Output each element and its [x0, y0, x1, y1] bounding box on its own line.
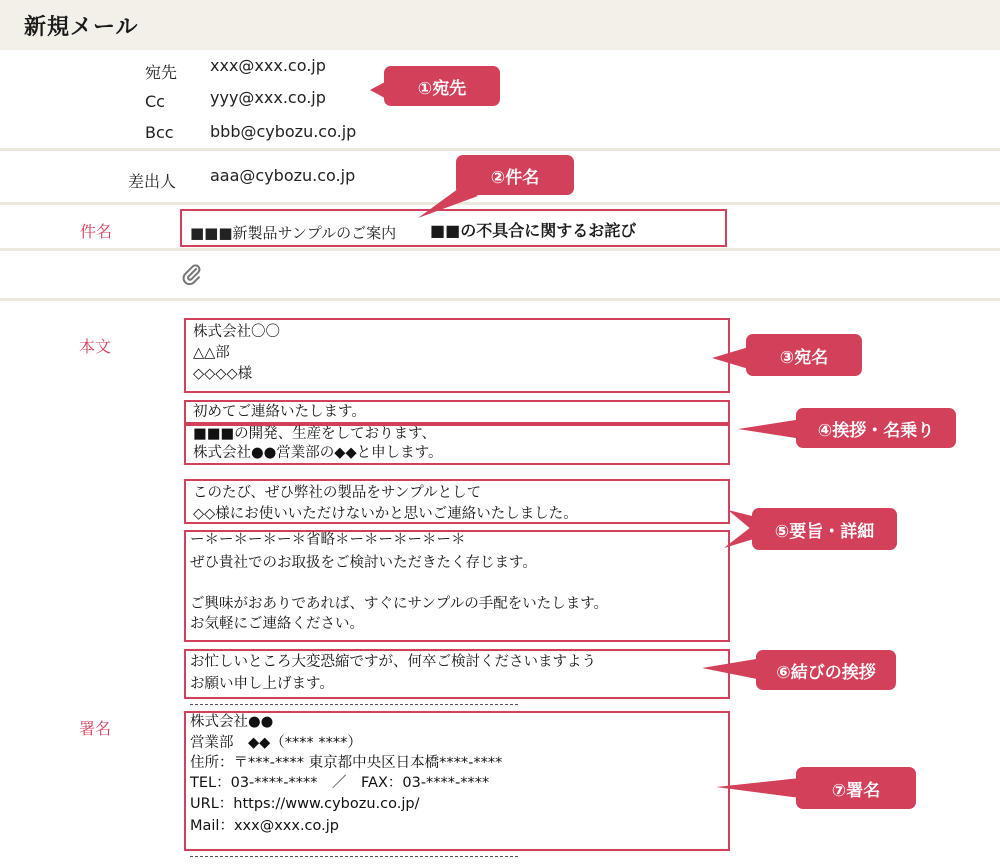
- closing-line: お願い申し上げます。: [190, 676, 334, 692]
- subject-label: 件名: [80, 222, 113, 241]
- from-field[interactable]: aaa@cybozu.co.jp: [210, 166, 356, 185]
- signature-line: 株式会社●●: [190, 714, 274, 730]
- callout-arrow-7: [716, 778, 800, 798]
- callout-greeting: ④挨拶・名乗り: [796, 408, 956, 448]
- subject-alt-value: ■■の不具合に関するお詫び: [430, 221, 637, 240]
- callout-arrow-4: [738, 419, 802, 439]
- subject-value: ■■■新製品サンプルのご案内: [190, 224, 397, 242]
- callout-closing: ⑥結びの挨拶: [756, 650, 896, 690]
- addressee-line: ◇◇◇◇様: [193, 366, 253, 382]
- purpose-line: このたび、ぜひ弊社の製品をサンプルとして: [193, 485, 482, 501]
- signature-line: 営業部 ◆◆（**** ****）: [190, 735, 362, 751]
- signature-line: URL：https://www.cybozu.co.jp/: [190, 796, 420, 812]
- signature-label: 署名: [79, 719, 112, 738]
- addressee-line: 株式会社〇〇: [193, 324, 280, 340]
- details-line: お気軽にご連絡ください。: [190, 616, 364, 632]
- to-label: 宛先: [145, 63, 178, 82]
- callout-purpose: ⑤要旨・詳細: [752, 508, 897, 550]
- callout-subject: ②件名: [456, 155, 574, 195]
- from-label: 差出人: [128, 172, 177, 191]
- addressee-line: △△部: [193, 345, 230, 361]
- purpose-line: ◇◇様にお使いいただけないかと思いご連絡いたしました。: [193, 506, 578, 522]
- closing-line: お忙しいところ大変恐縮ですが、何卒ご検討くださいますよう: [190, 654, 596, 670]
- callout-recipient: ①宛先: [384, 66, 500, 106]
- details-line: ぜひ貴社でのお取扱をご検討いただきたく存じます。: [190, 555, 537, 571]
- signature-line: TEL：03-****-**** ／ FAX：03-****-****: [190, 775, 490, 791]
- greeting-line: ■■■の開発、生産をしております、: [193, 426, 436, 442]
- signature-line: 住所：〒***-**** 東京都中央区日本橋****-****: [190, 755, 503, 771]
- callout-arrow-6: [702, 658, 762, 680]
- callout-signature: ⑦署名: [796, 767, 916, 809]
- to-field[interactable]: xxx@xxx.co.jp: [210, 56, 326, 75]
- window-title: 新規メール: [24, 15, 139, 40]
- details-line: ー＊ー＊ー＊ー＊省略＊ー＊ー＊ー＊ー＊: [190, 532, 466, 548]
- greeting-line: 初めてご連絡いたします。: [193, 404, 366, 420]
- cc-field[interactable]: yyy@xxx.co.jp: [210, 88, 326, 107]
- details-line: ご興味がおありであれば、すぐにサンプルの手配をいたします。: [190, 596, 609, 612]
- body-label: 本文: [79, 337, 112, 356]
- greeting-line: 株式会社●●営業部の◆◆と申します。: [193, 445, 443, 461]
- bcc-label: Bcc: [145, 123, 174, 142]
- signature-line: Mail：xxx@xxx.co.jp: [190, 818, 339, 834]
- callout-addressee: ③宛名: [746, 334, 862, 376]
- cc-label: Cc: [145, 92, 165, 111]
- bcc-field[interactable]: bbb@cybozu.co.jp: [210, 122, 357, 141]
